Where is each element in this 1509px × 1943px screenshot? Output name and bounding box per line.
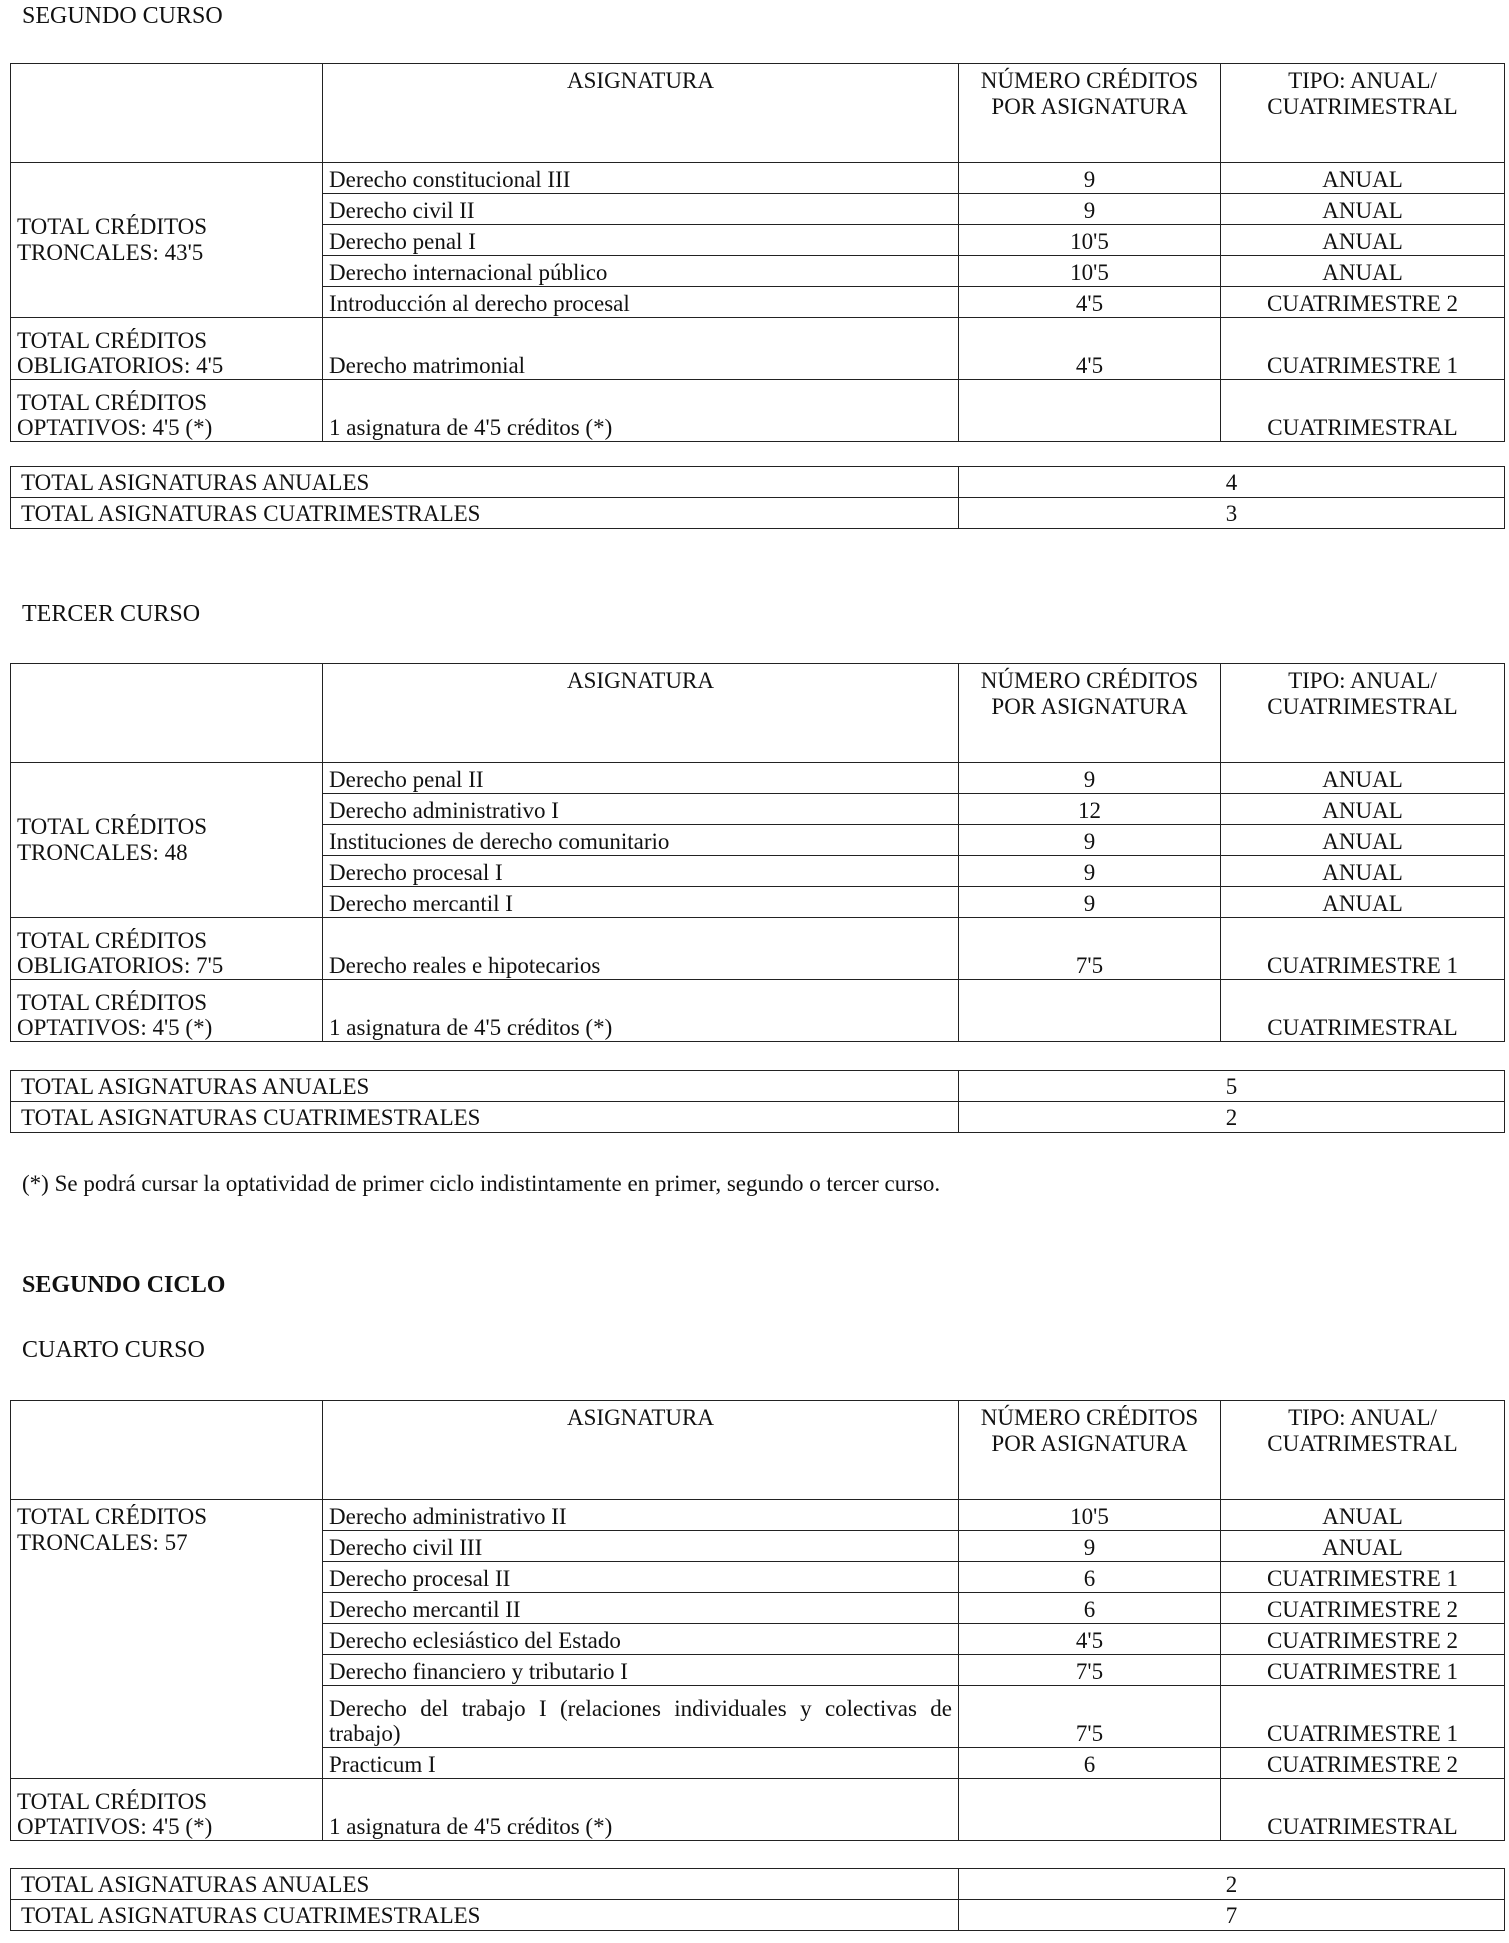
- subject-cell: Derecho internacional público: [323, 256, 959, 287]
- credits-cell: [959, 1779, 1221, 1841]
- table-row: [11, 467, 1505, 498]
- totals-value: 2: [959, 1102, 1505, 1133]
- subject-cell: Derecho eclesiástico del Estado: [323, 1624, 959, 1655]
- troncales-label: TOTAL CRÉDITOS TRONCALES: 57: [11, 1500, 323, 1779]
- cuarto-curso-title: CUARTO CURSO: [22, 1337, 205, 1363]
- subject-cell: Derecho mercantil I: [323, 887, 959, 918]
- troncales-label: TOTAL CRÉDITOS TRONCALES: 48: [11, 763, 323, 918]
- header-credits: NÚMERO CRÉDITOS POR ASIGNATURA: [959, 664, 1221, 763]
- credits-cell: 7'5: [959, 918, 1221, 980]
- table-row: [11, 763, 1505, 794]
- type-cell: ANUAL: [1221, 163, 1505, 194]
- credits-cell: 4'5: [959, 287, 1221, 318]
- header-type: TIPO: ANUAL/ CUATRIMESTRAL: [1221, 64, 1505, 163]
- credits-cell: 10'5: [959, 1500, 1221, 1531]
- subject-cell: Instituciones de derecho comunitario: [323, 825, 959, 856]
- type-cell: CUATRIMESTRE 2: [1221, 1748, 1505, 1779]
- totals-label: TOTAL ASIGNATURAS ANUALES: [11, 1869, 959, 1900]
- table-row: [11, 318, 1505, 380]
- segundo-totals-table: [10, 466, 1505, 529]
- subject-cell: Derecho civil III: [323, 1531, 959, 1562]
- credits-cell: 9: [959, 163, 1221, 194]
- table-row: [11, 498, 1505, 529]
- segundo-curso-title: SEGUNDO CURSO: [22, 3, 223, 29]
- credits-cell: 4'5: [959, 1624, 1221, 1655]
- type-cell: CUATRIMESTRE 1: [1221, 1655, 1505, 1686]
- credits-cell: 6: [959, 1593, 1221, 1624]
- header-credits: NÚMERO CRÉDITOS POR ASIGNATURA: [959, 64, 1221, 163]
- type-cell: ANUAL: [1221, 1531, 1505, 1562]
- type-cell: CUATRIMESTRE 2: [1221, 1593, 1505, 1624]
- totals-label: TOTAL ASIGNATURAS CUATRIMESTRALES: [11, 498, 959, 529]
- table-row: [11, 1900, 1505, 1931]
- totals-value: 2: [959, 1869, 1505, 1900]
- type-cell: CUATRIMESTRE 1: [1221, 1686, 1505, 1748]
- subject-cell: 1 asignatura de 4'5 créditos (*): [323, 380, 959, 442]
- credits-cell: 9: [959, 856, 1221, 887]
- header-subject: ASIGNATURA: [323, 64, 959, 163]
- credits-cell: 6: [959, 1562, 1221, 1593]
- totals-label: TOTAL ASIGNATURAS ANUALES: [11, 1071, 959, 1102]
- type-cell: CUATRIMESTRAL: [1221, 380, 1505, 442]
- totals-value: 3: [959, 498, 1505, 529]
- table-row: [11, 380, 1505, 442]
- optativos-label: TOTAL CRÉDITOS OPTATIVOS: 4'5 (*): [11, 380, 323, 442]
- table-row: [11, 1779, 1505, 1841]
- table-row: [11, 163, 1505, 194]
- credits-cell: [959, 380, 1221, 442]
- obligatorios-label: TOTAL CRÉDITOS OBLIGATORIOS: 4'5: [11, 318, 323, 380]
- type-cell: CUATRIMESTRE 1: [1221, 1562, 1505, 1593]
- header-credits: NÚMERO CRÉDITOS POR ASIGNATURA: [959, 1401, 1221, 1500]
- subject-cell: Practicum I: [323, 1748, 959, 1779]
- subject-cell: Derecho penal I: [323, 225, 959, 256]
- footnote: (*) Se podrá cursar la optatividad de primer ciclo indistintamente en primer, segundo o tercer curso.: [22, 1171, 941, 1196]
- subject-cell: Derecho administrativo II: [323, 1500, 959, 1531]
- type-cell: ANUAL: [1221, 825, 1505, 856]
- credits-cell: 6: [959, 1748, 1221, 1779]
- subject-cell: Derecho constitucional III: [323, 163, 959, 194]
- type-cell: CUATRIMESTRAL: [1221, 980, 1505, 1042]
- totals-label: TOTAL ASIGNATURAS CUATRIMESTRALES: [11, 1900, 959, 1931]
- credits-cell: 10'5: [959, 256, 1221, 287]
- type-cell: ANUAL: [1221, 194, 1505, 225]
- subject-cell: Derecho procesal II: [323, 1562, 959, 1593]
- subject-cell: Derecho matrimonial: [323, 318, 959, 380]
- credits-cell: 12: [959, 794, 1221, 825]
- subject-cell: Derecho mercantil II: [323, 1593, 959, 1624]
- subject-cell: 1 asignatura de 4'5 créditos (*): [323, 980, 959, 1042]
- cuarto-curso-table: [10, 1400, 1505, 1841]
- credits-cell: [959, 980, 1221, 1042]
- type-cell: CUATRIMESTRE 1: [1221, 918, 1505, 980]
- type-cell: CUATRIMESTRE 2: [1221, 287, 1505, 318]
- table-row: [11, 1869, 1505, 1900]
- type-cell: ANUAL: [1221, 256, 1505, 287]
- header-empty-cell: [11, 64, 323, 163]
- type-cell: ANUAL: [1221, 763, 1505, 794]
- table-row: [11, 918, 1505, 980]
- subject-cell: Derecho penal II: [323, 763, 959, 794]
- credits-cell: 9: [959, 1531, 1221, 1562]
- subject-cell: Introducción al derecho procesal: [323, 287, 959, 318]
- header-subject: ASIGNATURA: [323, 664, 959, 763]
- header-type: TIPO: ANUAL/ CUATRIMESTRAL: [1221, 1401, 1505, 1500]
- subject-cell: Derecho del trabajo I (relaciones individuales y colectivas de trabajo): [323, 1686, 959, 1748]
- totals-value: 4: [959, 467, 1505, 498]
- table-header-row: [11, 64, 1505, 163]
- type-cell: CUATRIMESTRE 2: [1221, 1624, 1505, 1655]
- subject-cell: Derecho procesal I: [323, 856, 959, 887]
- segundo-curso-table: [10, 63, 1505, 442]
- type-cell: ANUAL: [1221, 887, 1505, 918]
- table-header-row: [11, 1401, 1505, 1500]
- type-cell: CUATRIMESTRAL: [1221, 1779, 1505, 1841]
- subject-cell: Derecho administrativo I: [323, 794, 959, 825]
- totals-label: TOTAL ASIGNATURAS CUATRIMESTRALES: [11, 1102, 959, 1133]
- subject-cell: 1 asignatura de 4'5 créditos (*): [323, 1779, 959, 1841]
- obligatorios-label: TOTAL CRÉDITOS OBLIGATORIOS: 7'5: [11, 918, 323, 980]
- credits-cell: 9: [959, 194, 1221, 225]
- subject-cell: Derecho reales e hipotecarios: [323, 918, 959, 980]
- type-cell: ANUAL: [1221, 225, 1505, 256]
- credits-cell: 7'5: [959, 1655, 1221, 1686]
- credits-cell: 9: [959, 763, 1221, 794]
- troncales-label: TOTAL CRÉDITOS TRONCALES: 43'5: [11, 163, 323, 318]
- tercer-curso-title: TERCER CURSO: [22, 601, 201, 627]
- credits-cell: 10'5: [959, 225, 1221, 256]
- totals-value: 5: [959, 1071, 1505, 1102]
- tercer-curso-table: [10, 663, 1505, 1042]
- type-cell: CUATRIMESTRE 1: [1221, 318, 1505, 380]
- cuarto-totals-table: [10, 1868, 1505, 1931]
- table-row: [11, 1102, 1505, 1133]
- header-subject: ASIGNATURA: [323, 1401, 959, 1500]
- table-row: [11, 1500, 1505, 1531]
- tercer-totals-table: [10, 1070, 1505, 1133]
- table-header-row: [11, 664, 1505, 763]
- header-type: TIPO: ANUAL/ CUATRIMESTRAL: [1221, 664, 1505, 763]
- header-empty-cell: [11, 664, 323, 763]
- header-empty-cell: [11, 1401, 323, 1500]
- type-cell: ANUAL: [1221, 1500, 1505, 1531]
- totals-label: TOTAL ASIGNATURAS ANUALES: [11, 467, 959, 498]
- optativos-label: TOTAL CRÉDITOS OPTATIVOS: 4'5 (*): [11, 980, 323, 1042]
- table-row: [11, 980, 1505, 1042]
- totals-value: 7: [959, 1900, 1505, 1931]
- credits-cell: 9: [959, 825, 1221, 856]
- credits-cell: 4'5: [959, 318, 1221, 380]
- subject-cell: Derecho financiero y tributario I: [323, 1655, 959, 1686]
- credits-cell: 9: [959, 887, 1221, 918]
- optativos-label: TOTAL CRÉDITOS OPTATIVOS: 4'5 (*): [11, 1779, 323, 1841]
- type-cell: ANUAL: [1221, 794, 1505, 825]
- segundo-ciclo-title: SEGUNDO CICLO: [22, 1272, 226, 1298]
- table-row: [11, 1071, 1505, 1102]
- credits-cell: 7'5: [959, 1686, 1221, 1748]
- type-cell: ANUAL: [1221, 856, 1505, 887]
- subject-cell: Derecho civil II: [323, 194, 959, 225]
